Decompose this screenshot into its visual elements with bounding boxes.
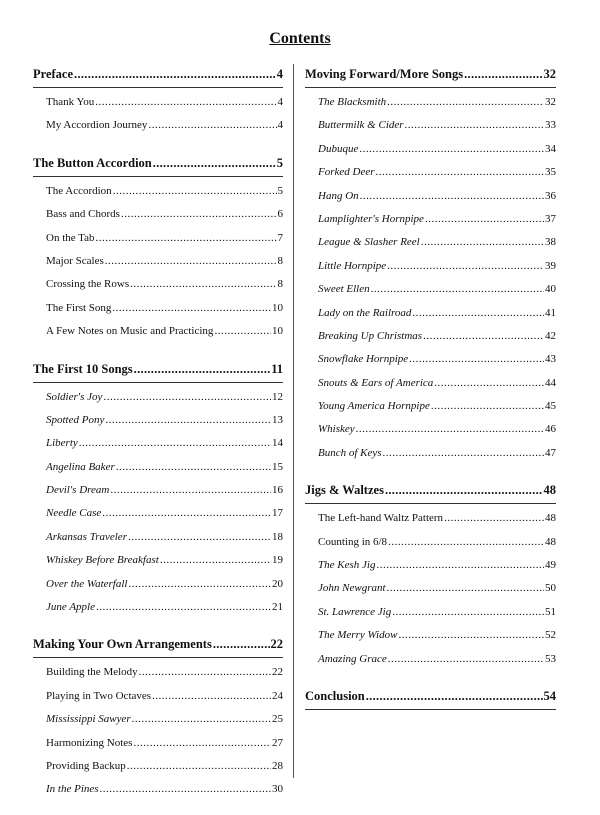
toc-entry[interactable] [305,601,556,624]
toc-entry-title: Mississippi Sawyer [46,713,131,726]
toc-entry-title: Forked Deer [318,166,375,179]
toc-entry-page: 46 [545,423,556,436]
dot-leader [388,531,544,554]
heading-rule [305,503,556,504]
toc-entry[interactable] [33,297,283,320]
toc-entry-page: 12 [272,390,283,403]
toc-entry[interactable] [33,778,283,801]
dot-leader [360,185,544,208]
dot-leader [392,601,544,624]
dot-leader [110,479,271,502]
dot-leader [423,325,544,348]
toc-entry-page: 25 [272,713,283,726]
toc-entry-title: Dubuque [318,142,359,155]
toc-heading-title: Preface [33,67,74,81]
toc-entry-page: 38 [545,236,556,249]
dot-leader [74,62,276,86]
toc-entry[interactable] [33,549,283,572]
toc-entry-title: Providing Backup [46,759,126,772]
dot-leader [139,661,271,684]
toc-entry[interactable] [33,227,283,250]
heading-rule [33,87,283,88]
toc-entry[interactable] [33,273,283,296]
heading-rule [305,87,556,88]
toc-entry-page: 43 [545,353,556,366]
dot-leader [366,684,543,708]
toc-entry[interactable] [33,661,283,684]
toc-heading-page: 32 [543,67,556,81]
toc-entry[interactable] [33,409,283,432]
dot-leader [387,91,544,114]
toc-entry-title: Soldier's Joy [46,390,103,403]
toc-entry-page: 37 [545,212,556,225]
dot-leader [112,297,271,320]
toc-entry-title: Young America Hornpipe [318,400,430,413]
toc-left-column [33,62,283,815]
toc-entry[interactable] [305,208,556,231]
toc-entry-title: John Newgrant [318,582,386,595]
toc-section-jigs-and-waltzes [305,478,556,671]
toc-entry-title: The Left-hand Waltz Pattern [318,512,444,525]
toc-entry-page: 51 [545,605,556,618]
toc-entry-page: 20 [272,577,283,590]
toc-entry[interactable] [305,531,556,554]
dot-leader [434,372,544,395]
toc-heading-page: 5 [276,155,283,170]
toc-heading-page: 48 [543,483,556,498]
dot-leader [213,632,270,656]
toc-entry-page: 53 [545,652,556,665]
toc-entry-title: Amazing Grace [318,652,387,665]
toc-entry[interactable] [33,573,283,596]
toc-entry[interactable] [305,325,556,348]
toc-entry-page: 52 [545,629,556,642]
toc-entry-title: Angelina Baker [46,460,115,473]
dot-leader [152,685,271,708]
toc-entry-page: 10 [272,325,283,338]
toc-entry-page: 30 [272,783,283,796]
dot-leader [376,554,544,577]
toc-entry[interactable] [305,185,556,208]
toc-entry-page: 10 [272,301,283,314]
toc-entry-title: Lamplighter's Hornpipe [318,212,424,225]
toc-entry-page: 14 [272,437,283,450]
toc-entry[interactable] [33,203,283,226]
toc-section-moving-forward-more-songs [305,62,556,465]
toc-entry-title: Playing in Two Octaves [46,689,152,702]
toc-heading-title: Moving Forward/More Songs [305,67,464,81]
dot-leader [95,91,276,114]
dot-leader [425,208,544,231]
dot-leader [398,624,544,647]
toc-entry-page: 6 [277,208,283,221]
dot-leader [359,138,544,161]
dot-leader [409,348,544,371]
toc-entry-page: 4 [277,119,283,132]
toc-heading-page: 22 [270,637,283,652]
toc-entry-title: Over the Waterfall [46,577,128,590]
toc-entry[interactable] [305,395,556,418]
dot-leader [116,456,271,479]
toc-entry-page: 17 [272,507,283,520]
toc-entry-page: 22 [272,666,283,679]
dot-leader [113,180,277,203]
toc-entry-title: June Apple [46,601,95,614]
toc-entry-page: 15 [272,460,283,473]
toc-entry-page: 16 [272,484,283,497]
dot-leader [148,114,276,137]
toc-entry-title: Crossing the Rows [46,278,130,291]
toc-entry-page: 45 [545,400,556,413]
toc-entry[interactable] [33,91,283,114]
toc-entry-title: Bass and Chords [46,208,120,221]
toc-entry-title: The Kesh Jig [318,559,376,572]
toc-entry[interactable] [305,442,556,465]
toc-entry[interactable] [33,250,283,273]
toc-entry-page: 8 [277,254,283,267]
toc-entry[interactable] [305,302,556,325]
dot-leader [100,778,271,801]
toc-entry-title: Sweet Ellen [318,283,370,296]
toc-heading[interactable] [305,478,556,502]
dot-leader [133,732,271,755]
toc-heading-title: The Button Accordion [33,155,152,170]
toc-entry-title: Spotted Pony [46,413,105,426]
toc-entry[interactable] [305,91,556,114]
dot-leader [387,255,544,278]
toc-entry[interactable] [33,180,283,203]
dot-leader [356,418,544,441]
toc-entry-page: 27 [272,736,283,749]
toc-entry-title: Counting in 6/8 [318,535,388,548]
column-divider [293,64,294,778]
toc-entry[interactable] [33,502,283,525]
toc-heading-title: Making Your Own Arrangements [33,637,212,652]
toc-heading-page: 11 [271,361,283,376]
toc-entry-page: 5 [277,184,283,197]
toc-entry[interactable] [305,507,556,530]
dot-leader [105,250,277,273]
toc-section-preface [33,62,283,138]
toc-entry-title: Little Hornpipe [318,259,387,272]
toc-entry-title: Devil's Dream [46,484,110,497]
dot-leader [383,442,544,465]
toc-heading-page: 4 [276,67,283,81]
toc-entry-page: 44 [545,376,556,389]
dot-leader [444,507,544,530]
toc-entry[interactable] [33,526,283,549]
toc-entry-page: 48 [545,512,556,525]
toc-entry[interactable] [305,577,556,600]
heading-rule [33,176,283,177]
toc-entry-title: Breaking Up Christmas [318,329,423,342]
toc-section-the-button-accordion [33,151,283,344]
toc-entry[interactable] [305,372,556,395]
toc-entry-page: 28 [272,759,283,772]
toc-entry-title: Major Scales [46,254,104,267]
dot-leader [134,357,271,381]
heading-rule [33,382,283,383]
toc-entry-title: Building the Melody [46,666,138,679]
toc-entry-page: 18 [272,530,283,543]
toc-entry[interactable] [33,596,283,619]
heading-rule [305,709,556,710]
toc-entry[interactable] [305,278,556,301]
dot-leader [464,62,542,86]
toc-section-the-first-10-songs [33,357,283,620]
toc-entry-page: 34 [545,142,556,155]
toc-entry-page: 49 [545,559,556,572]
toc-entry-page: 32 [545,96,556,108]
toc-heading-page: 54 [543,688,556,703]
toc-entry-title: My Accordion Journey [46,119,148,132]
toc-entry-page: 13 [272,413,283,426]
toc-heading-title: Jigs & Waltzes [305,483,384,498]
toc-entry-title: Arkansas Traveler [46,530,127,543]
toc-entry-title: The Blacksmith [318,96,387,108]
toc-entry-page: 4 [277,96,283,108]
toc-entry[interactable] [33,685,283,708]
toc-entry-title: A Few Notes on Music and Practicing [46,325,214,338]
dot-leader [103,386,271,409]
toc-entry-title: In the Pines [46,783,99,796]
toc-entry[interactable] [305,554,556,577]
toc-entry-page: 48 [545,535,556,548]
dot-leader [105,409,271,432]
dot-leader [405,114,544,137]
dot-leader [421,231,544,254]
toc-section-making-your-own-arrangements [33,632,283,801]
toc-entry[interactable] [33,320,283,343]
toc-entry-page: 50 [545,582,556,595]
toc-entry-title: Bunch of Keys [318,446,382,459]
dot-leader [96,227,277,250]
dot-leader [79,432,271,455]
dot-leader [388,648,544,671]
toc-entry[interactable] [33,755,283,778]
toc-entry-title: Snouts & Ears of America [318,376,434,389]
toc-section-conclusion [305,684,556,710]
toc-entry-title: The First Song [46,301,112,314]
toc-entry[interactable] [33,479,283,502]
toc-entry-title: Thank You [46,96,95,108]
toc-entry-title: Buttermilk & Cider [318,119,404,132]
toc-entry-page: 7 [277,231,283,244]
toc-heading[interactable] [33,632,283,656]
toc-entry-page: 39 [545,259,556,272]
toc-entry[interactable] [305,138,556,161]
toc-entry-page: 42 [545,329,556,342]
toc-entry[interactable] [305,418,556,441]
toc-heading-title: Conclusion [305,688,365,703]
toc-right-column [305,62,556,723]
toc-entry-page: 33 [545,119,556,132]
dot-leader [412,302,544,325]
toc-entry[interactable] [305,624,556,647]
toc-entry-page: 19 [272,554,283,567]
toc-entry-title: Whiskey Before Breakfast [46,554,159,567]
dot-leader [376,161,544,184]
toc-heading[interactable] [305,684,556,708]
toc-heading[interactable] [33,357,283,381]
toc-entry-title: The Accordion [46,184,112,197]
toc-entry-title: Snowflake Hornpipe [318,353,409,366]
toc-entry-title: The Merry Widow [318,629,398,642]
toc-entry[interactable] [33,432,283,455]
dot-leader [102,502,271,525]
toc-entry[interactable] [33,456,283,479]
toc-entry-title: Needle Case [46,507,102,520]
toc-entry[interactable] [305,161,556,184]
toc-entry-title: League & Slasher Reel [318,236,420,249]
page-title: Contents [269,30,331,47]
toc-entry-title: Lady on the Railroad [318,306,412,319]
toc-heading[interactable] [33,62,283,86]
dot-leader [214,320,271,343]
toc-entry-title: St. Lawrence Jig [318,605,392,618]
toc-entry-page: 21 [272,601,283,614]
toc-entry-title: Hang On [318,189,359,202]
toc-entry[interactable] [305,231,556,254]
toc-entry[interactable] [33,708,283,731]
dot-leader [127,755,271,778]
toc-entry[interactable] [33,386,283,409]
dot-leader [128,526,271,549]
toc-entry-page: 24 [272,689,283,702]
toc-heading[interactable] [305,62,556,86]
toc-entry-page: 47 [545,446,556,459]
toc-entry-title: On the Tab [46,231,95,244]
dot-leader [132,708,271,731]
toc-heading-title: The First 10 Songs [33,361,133,376]
dot-leader [153,151,276,175]
toc-entry-page: 40 [545,283,556,296]
heading-rule [33,657,283,658]
toc-entry-page: 41 [545,306,556,319]
dot-leader [160,549,271,572]
dot-leader [130,273,276,296]
dot-leader [385,478,543,502]
toc-entry-page: 36 [545,189,556,202]
toc-entry[interactable] [305,255,556,278]
dot-leader [128,573,271,596]
dot-leader [431,395,544,418]
toc-entry[interactable] [305,348,556,371]
toc-entry[interactable] [33,114,283,137]
dot-leader [121,203,277,226]
toc-entry-title: Harmonizing Notes [46,736,133,749]
dot-leader [96,596,271,619]
toc-entry-title: Whiskey [318,423,355,436]
toc-entry[interactable] [305,114,556,137]
toc-entry-title: Liberty [46,437,78,450]
dot-leader [371,278,544,301]
toc-entry[interactable] [33,732,283,755]
toc-entry-page: 8 [277,278,283,291]
toc-entry-page: 35 [545,166,556,179]
toc-heading[interactable] [33,151,283,175]
dot-leader [387,577,544,600]
toc-entry[interactable] [305,648,556,671]
